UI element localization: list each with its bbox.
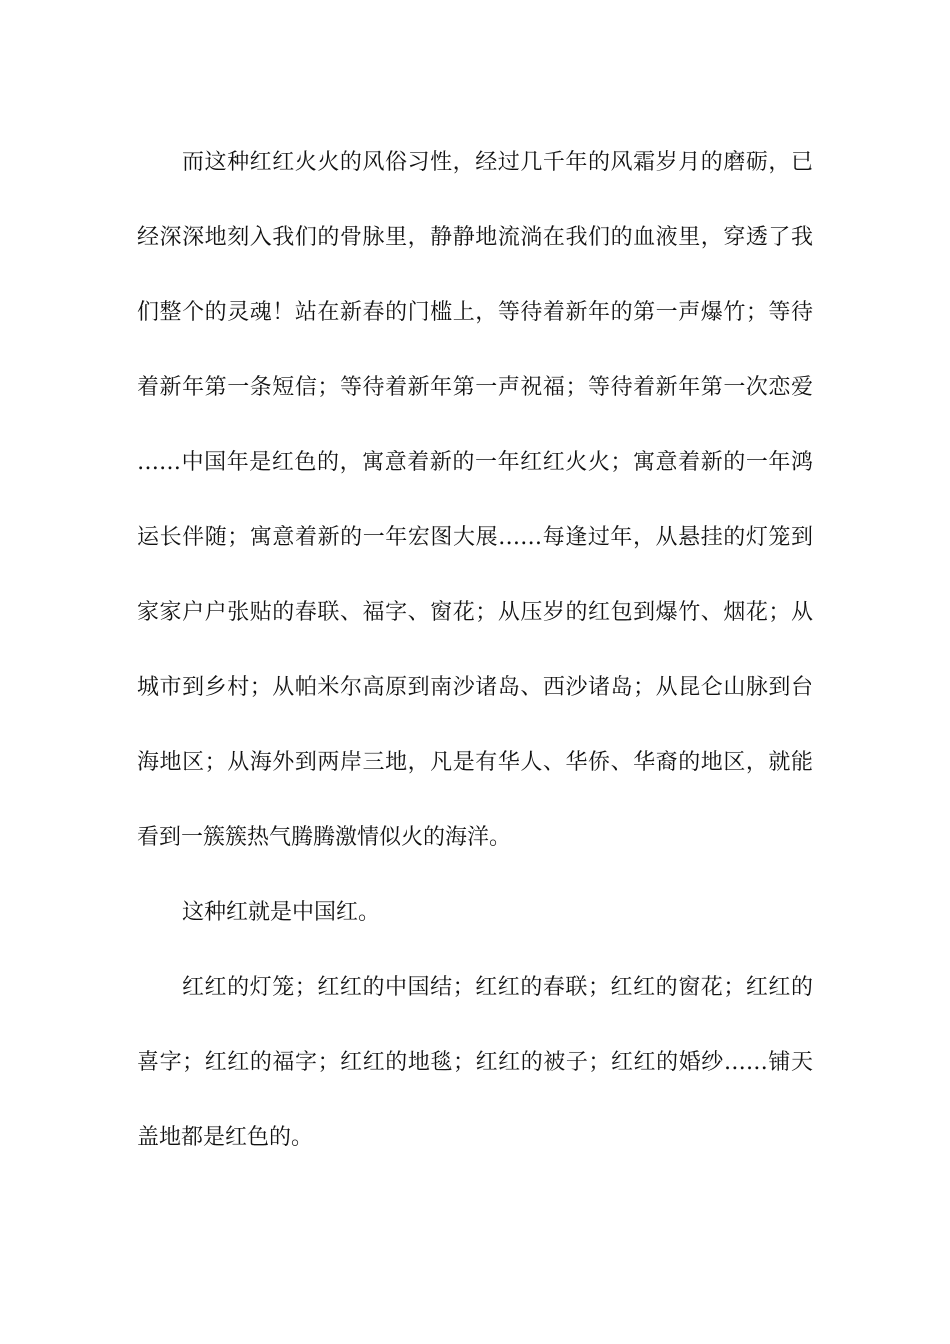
paragraph-2-line-1: 这种红就是中国红。 [182, 900, 381, 925]
paragraph-1-line-5: ……中国年是红色的，寓意着新的一年红红火火；寓意着新的一年鸿 [137, 450, 813, 475]
paragraph-1-line-2: 经深深地刻入我们的骨脉里，静静地流淌在我们的血液里，穿透了我 [137, 225, 813, 250]
paragraph-3-line-1: 红红的灯笼；红红的中国结；红红的春联；红红的窗花；红红的 [182, 975, 813, 1000]
paragraph-1-line-10: 看到一簇簇热气腾腾激情似火的海洋。 [137, 825, 512, 850]
paragraph-1-line-6: 运长伴随；寓意着新的一年宏图大展……每逢过年，从悬挂的灯笼到 [137, 525, 813, 550]
paragraph-1-line-7: 家家户户张贴的春联、福字、窗花；从压岁的红包到爆竹、烟花；从 [137, 600, 813, 625]
paragraph-1-line-9: 海地区；从海外到两岸三地，凡是有华人、华侨、华裔的地区，就能 [137, 750, 813, 775]
paragraph-1-line-4: 着新年第一条短信；等待着新年第一声祝福；等待着新年第一次恋爱 [137, 375, 813, 400]
paragraph-3-line-2: 喜字；红红的福字；红红的地毯；红红的被子；红红的婚纱……铺天 [137, 1050, 813, 1075]
paragraph-1-line-3: 们整个的灵魂！站在新春的门槛上，等待着新年的第一声爆竹；等待 [137, 300, 813, 325]
paragraph-1-line-8: 城市到乡村；从帕米尔高原到南沙诸岛、西沙诸岛；从昆仑山脉到台 [137, 675, 813, 700]
paragraph-1-line-1: 而这种红红火火的风俗习性，经过几千年的风霜岁月的磨砺，已 [182, 150, 813, 175]
paragraph-3-line-3: 盖地都是红色的。 [137, 1125, 314, 1150]
